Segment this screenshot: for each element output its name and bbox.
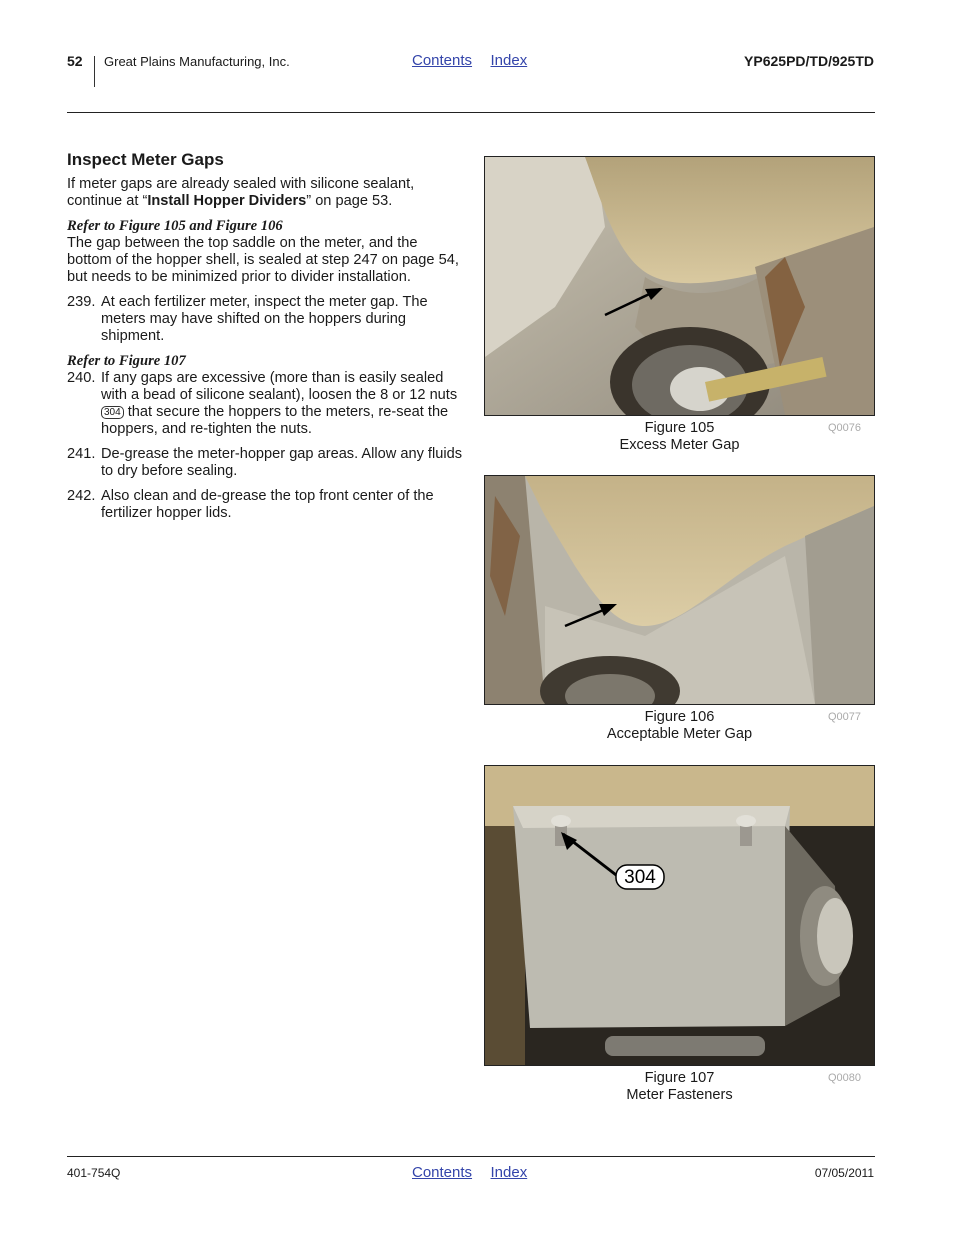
callout-304-inline: 304 [101, 406, 124, 419]
step-242 [67, 488, 462, 522]
intro-link-title: Install Hopper Dividers [147, 193, 307, 209]
gap-paragraph: The gap between the top saddle on the meter, and the bottom of the hopper shell, is sealed at step 247 on page 54, but needs to be minimized prior to divider installation. [67, 235, 459, 285]
figure-106 [484, 475, 875, 743]
intro-text-b: ” on page 53. [306, 193, 393, 209]
step-text [101, 370, 462, 438]
step-text: Also clean and de-grease the top front center of the fertilizer hopper lids. [101, 488, 434, 521]
callout-304: 304 [624, 867, 656, 888]
company-name: Great Plains Manufacturing, Inc. [104, 54, 290, 69]
refer-note-2: Refer to Figure 107 [67, 353, 186, 369]
header-divider [94, 56, 95, 87]
model-number: YP625PD/TD/925TD [744, 53, 874, 69]
steps-list-1 [67, 294, 462, 345]
step-239 [67, 294, 462, 345]
step-text-a: If any gaps are excessive (more than is easily sealed with a bead of silicone sealant), loosen the 8 or 12 nuts [101, 370, 458, 403]
contents-link[interactable]: Contents [412, 52, 473, 69]
steps-list-2 [67, 370, 462, 522]
footer-nav [412, 1164, 541, 1182]
step-240 [67, 370, 462, 438]
image-code: Q0080 [827, 1072, 861, 1084]
step-number: 241. [67, 446, 96, 462]
footer-rule [67, 1156, 875, 1157]
figure-number: Figure 107 [644, 1070, 715, 1086]
figure-107-caption [484, 1070, 875, 1104]
header-rule [67, 112, 875, 113]
step-241 [67, 446, 462, 480]
intro-text-a: If meter gaps are already sealed with silicone sealant, continue at “ [67, 176, 415, 209]
step-number: 242. [67, 488, 96, 504]
header-nav [412, 52, 541, 70]
figure-105 [484, 156, 875, 454]
step-text-b: that secure the hoppers to the meters, re-seat the hoppers, and re-tighten the nuts. [101, 404, 449, 437]
acceptable-gap-photo [484, 475, 875, 705]
step-number: 240. [67, 370, 96, 386]
refer-note-1: Refer to Figure 105 and Figure 106 [67, 218, 283, 234]
index-link[interactable]: Index [490, 52, 528, 69]
index-link[interactable]: Index [490, 1164, 528, 1181]
page-number: 52 [67, 53, 83, 69]
figure-number: Figure 106 [644, 709, 715, 725]
document-number: 401-754Q [67, 1166, 121, 1180]
meter-fasteners-photo [484, 765, 875, 1066]
image-code: Q0076 [827, 422, 861, 434]
section-title: Inspect Meter Gaps [67, 150, 224, 169]
figure-number: Figure 105 [644, 420, 715, 436]
step-text: De-grease the meter-hopper gap areas. Allow any fluids to dry before sealing. [101, 446, 462, 479]
instructions-column [67, 150, 462, 530]
intro-paragraph [67, 176, 462, 210]
image-code: Q0077 [827, 711, 861, 723]
figure-title: Acceptable Meter Gap [606, 726, 753, 742]
excess-gap-photo [484, 156, 875, 416]
contents-link[interactable]: Contents [412, 1164, 473, 1181]
document-date: 07/05/2011 [814, 1166, 874, 1180]
step-number: 239. [67, 294, 96, 310]
figure-title: Excess Meter Gap [619, 437, 740, 453]
figure-106-caption [484, 709, 875, 743]
figure-title: Meter Fasteners [626, 1087, 733, 1103]
figure-107 [484, 765, 875, 1104]
figure-105-caption [484, 420, 875, 454]
step-text: At each fertilizer meter, inspect the meter gap. The meters may have shifted on the hoppers during shipment. [101, 294, 428, 344]
